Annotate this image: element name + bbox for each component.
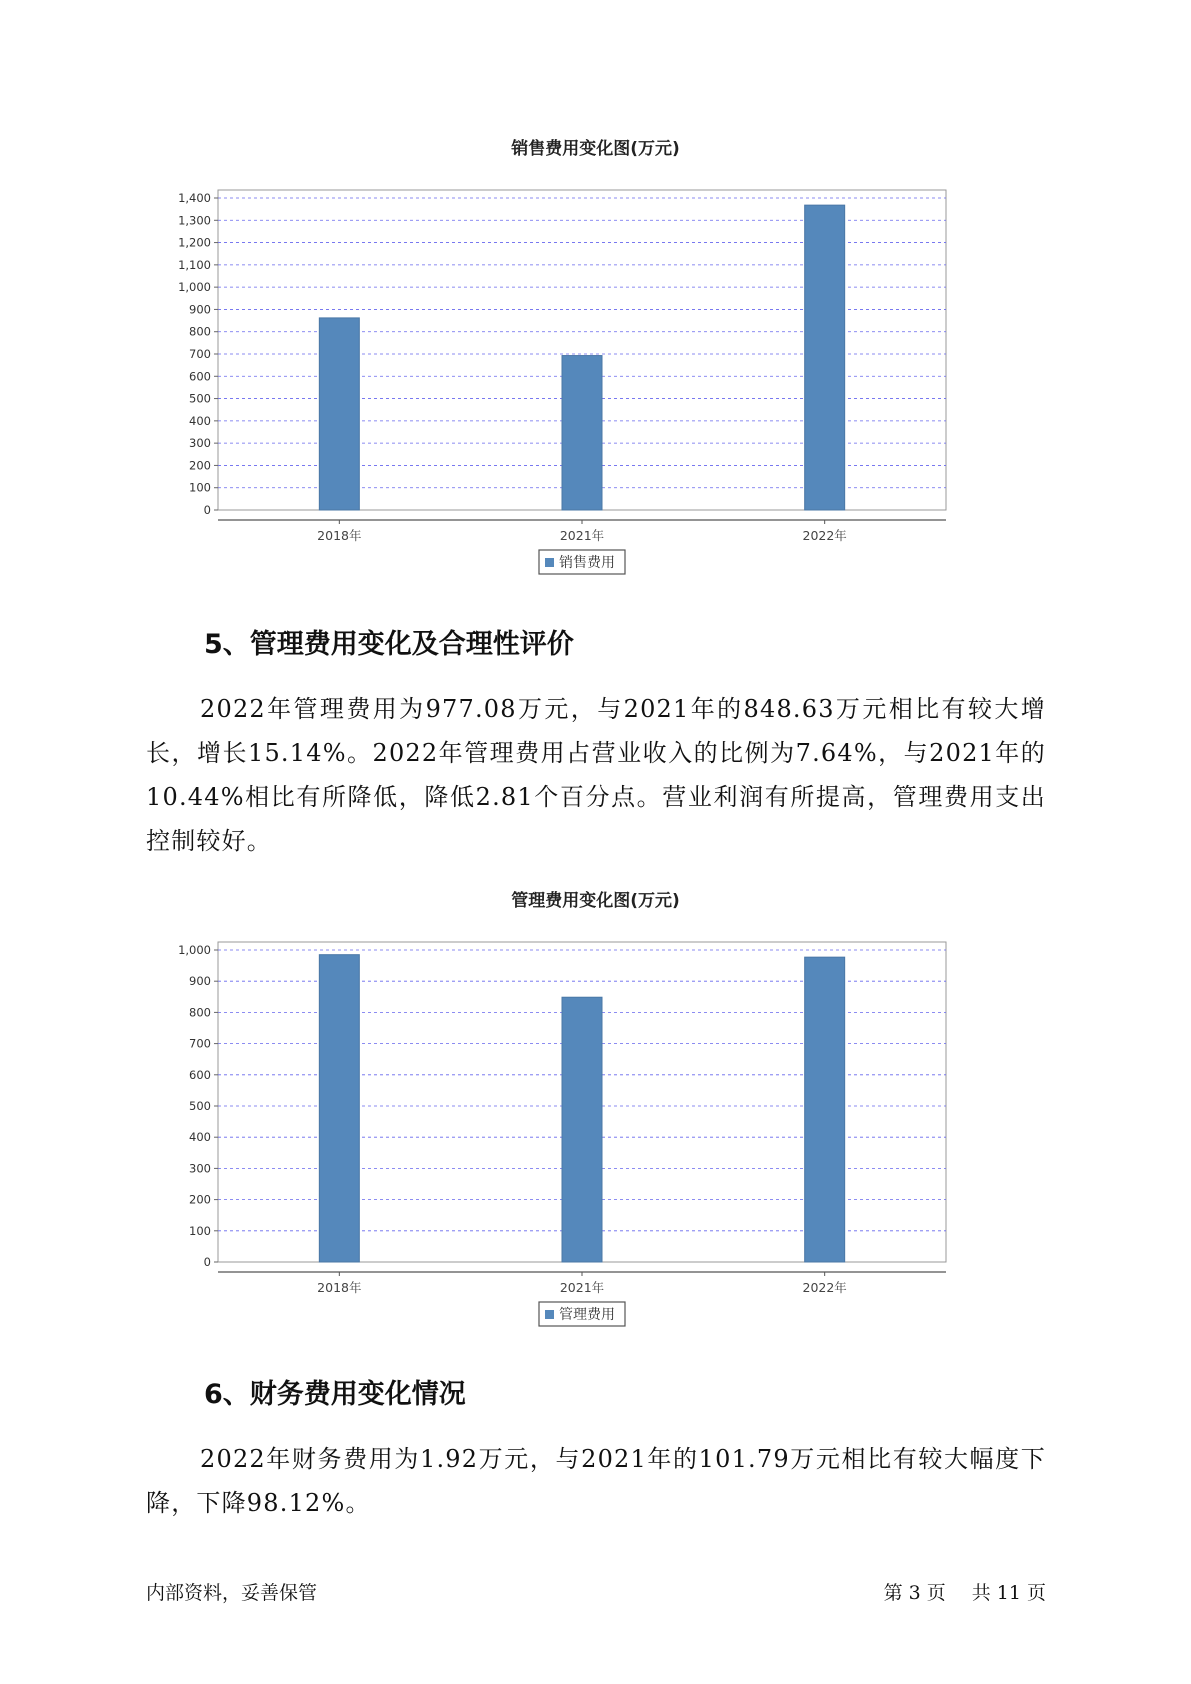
x-tick-label: 2022年 [802, 528, 847, 543]
y-tick-label: 700 [189, 1036, 211, 1051]
x-tick-label: 2021年 [559, 1280, 605, 1295]
y-tick-label: 800 [189, 1005, 211, 1020]
y-tick-label: 0 [203, 1255, 211, 1269]
y-tick-label: 1,000 [178, 280, 211, 295]
admin-expense-chart-title: 管理费用变化图(万元) [511, 891, 680, 911]
bar-2022年 [805, 957, 845, 1262]
legend-swatch [545, 1310, 554, 1319]
bar-2018年 [319, 318, 359, 510]
section5-paragraph: 2022年管理费用为977.08万元，与2021年的848.63万元相比有较大增长，增长15.14%。2022年管理费用占营业收入的比例为7.64%，与2021年的10.44%相比有所降低，降低2.81个百分点。营业利润有所提高，管理费用支出控制较好。 [146, 695, 1046, 855]
total-prefix: 共 [971, 1582, 991, 1604]
y-tick-label: 200 [189, 1192, 211, 1207]
bar-2022年 [805, 205, 845, 510]
y-tick-label: 500 [189, 1099, 211, 1113]
page-prefix: 第 [883, 1582, 903, 1604]
y-tick-label: 100 [189, 480, 211, 495]
y-tick-label: 400 [189, 1130, 211, 1145]
y-tick-label: 1,100 [178, 257, 211, 272]
page-unit: 页 [926, 1582, 946, 1604]
footer-page-number [878, 1578, 1046, 1605]
y-tick-label: 700 [189, 347, 211, 361]
y-tick-label: 1,300 [178, 213, 211, 228]
y-tick-label: 200 [189, 458, 211, 473]
legend-swatch [545, 558, 554, 567]
section6-paragraph: 2022年财务费用为1.92万元，与2021年的101.79万元相比有较大幅度下降，下降98.12%。 [146, 1445, 1046, 1517]
x-tick-label: 2018年 [317, 1280, 362, 1295]
y-tick-label: 1,000 [178, 943, 211, 957]
section5-heading: 5、管理费用变化及合理性评价 [204, 629, 574, 660]
bar-2021年 [562, 997, 602, 1262]
page-total: 11 [996, 1582, 1021, 1604]
x-tick-label: 2022年 [802, 1280, 847, 1295]
y-tick-label: 1,400 [178, 191, 211, 205]
bar-2018年 [319, 955, 359, 1262]
y-tick-label: 300 [189, 436, 211, 451]
y-tick-label: 600 [189, 369, 211, 384]
x-tick-label: 2021年 [559, 528, 605, 543]
y-tick-label: 1,200 [178, 235, 211, 250]
footer-confidential-note: 内部资料，妥善保管 [146, 1582, 318, 1604]
legend-label: 销售费用 [559, 555, 615, 571]
admin-expense-bar-chart [160, 924, 1040, 1344]
y-tick-label: 500 [189, 391, 211, 406]
page-current: 3 [908, 1582, 921, 1604]
legend-label: 管理费用 [559, 1307, 615, 1323]
y-tick-label: 300 [189, 1161, 211, 1176]
x-tick-label: 2018年 [317, 528, 362, 543]
y-tick-label: 900 [189, 974, 211, 989]
y-tick-label: 800 [189, 324, 211, 339]
y-tick-label: 400 [189, 413, 211, 428]
y-tick-label: 100 [189, 1223, 211, 1238]
section6-heading: 6、财务费用变化情况 [204, 1379, 466, 1410]
sales-expense-bar-chart [160, 172, 1040, 592]
y-tick-label: 900 [189, 302, 211, 317]
y-tick-label: 600 [189, 1067, 211, 1082]
y-tick-label: 0 [203, 503, 211, 517]
total-unit: 页 [1026, 1582, 1046, 1604]
sales-expense-chart-title: 销售费用变化图(万元) [511, 139, 680, 159]
bar-2021年 [562, 356, 602, 510]
